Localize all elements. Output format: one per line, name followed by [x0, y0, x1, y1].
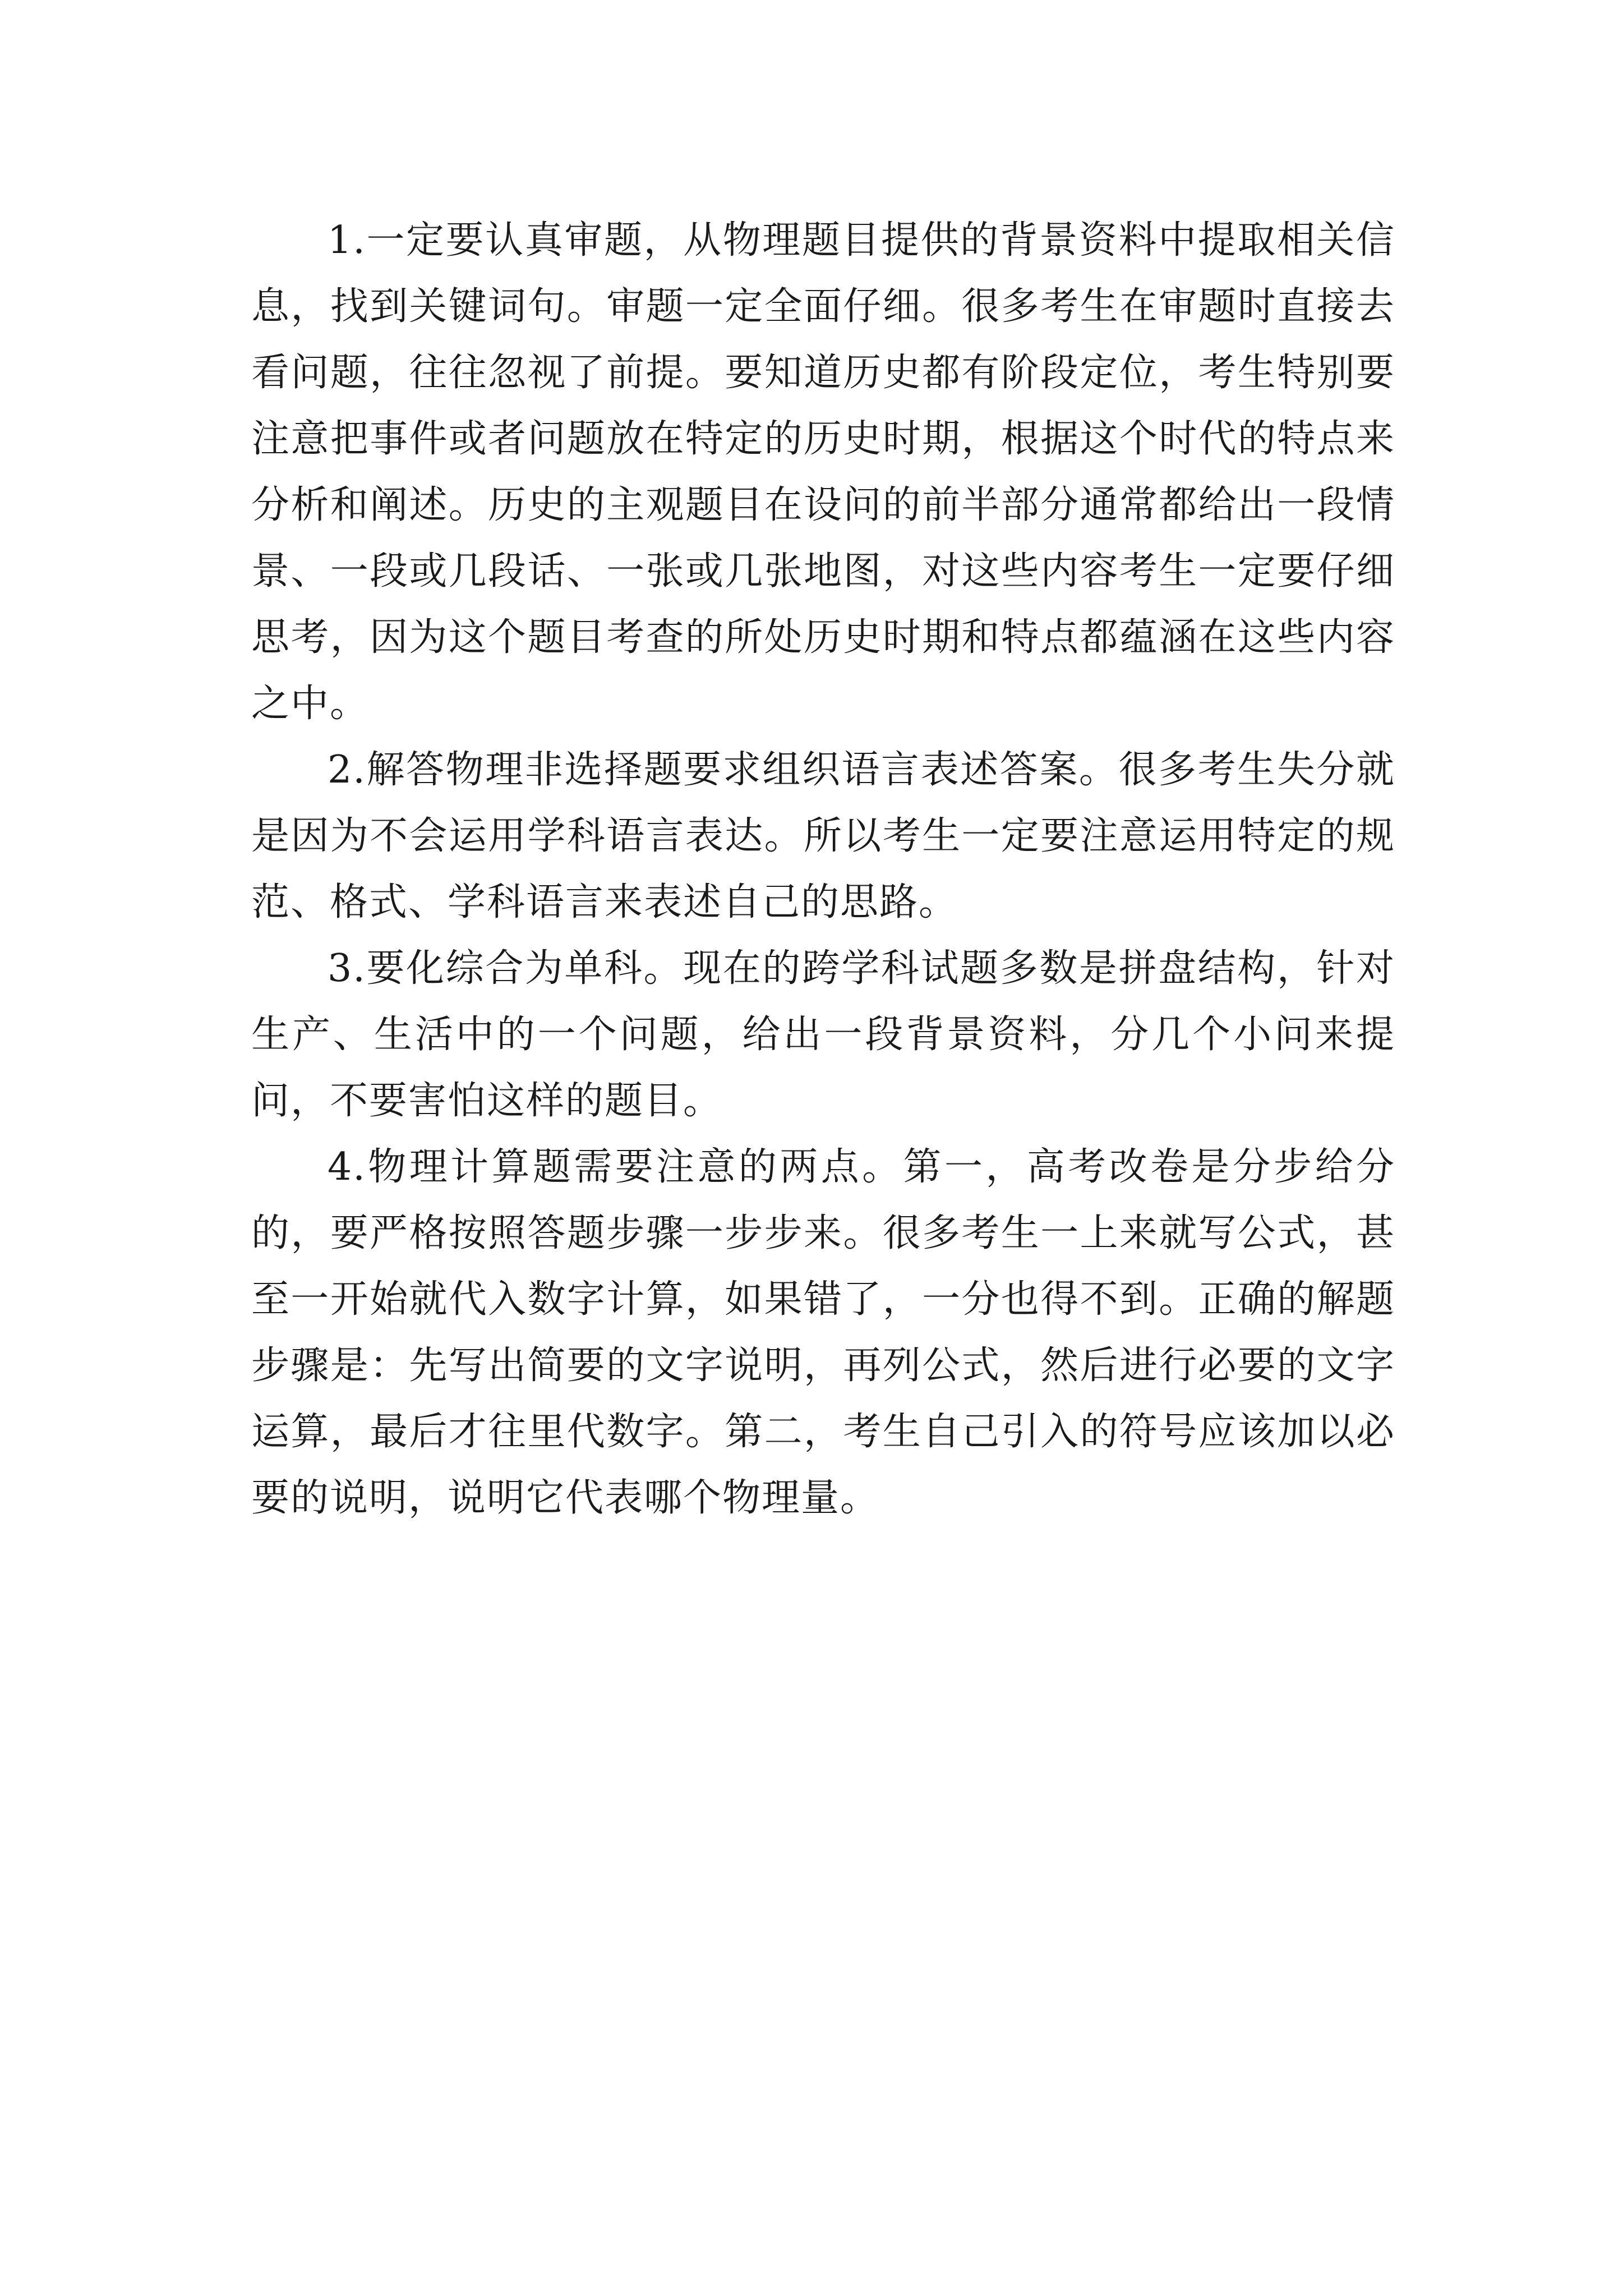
- document-body: [251, 208, 1395, 1531]
- paragraph-4: 4.物理计算题需要注意的两点。第一，高考改卷是分步给分的，要严格按照答题步骤一步步来。很多考生一上来就写公式，甚至一开始就代入数字计算，如果错了，一分也得不到。正确的解题步骤是：先写出简要的文字说明，再列公式，然后进行必要的文字运算，最后才往里代数字。第二，考生自己引入的符号应该加以必要的说明，说明它代表哪个物理量。: [251, 1145, 1395, 1520]
- paragraph-1: 1.一定要认真审题，从物理题目提供的背景资料中提取相关信息，找到关键词句。审题一定全面仔细。很多考生在审题时直接去看问题，往往忽视了前提。要知道历史都有阶段定位，考生特别要注意把事件或者问题放在特定的历史时期，根据这个时代的特点来分析和阐述。历史的主观题目在设问的前半部分通常都给出一段情景、一段或几段话、一张或几张地图，对这些内容考生一定要仔细思考，因为这个题目考查的所处历史时期和特点都蕴涵在这些内容之中。: [251, 218, 1395, 726]
- paragraph-2: 2.解答物理非选择题要求组织语言表述答案。很多考生失分就是因为不会运用学科语言表达。所以考生一定要注意运用特定的规范、格式、学科语言来表述自己的思路。: [251, 748, 1395, 924]
- paragraph-3: 3.要化综合为单科。现在的跨学科试题多数是拼盘结构，针对生产、生活中的一个问题，给出一段背景资料，分几个小问来提问，不要害怕这样的题目。: [251, 946, 1395, 1123]
